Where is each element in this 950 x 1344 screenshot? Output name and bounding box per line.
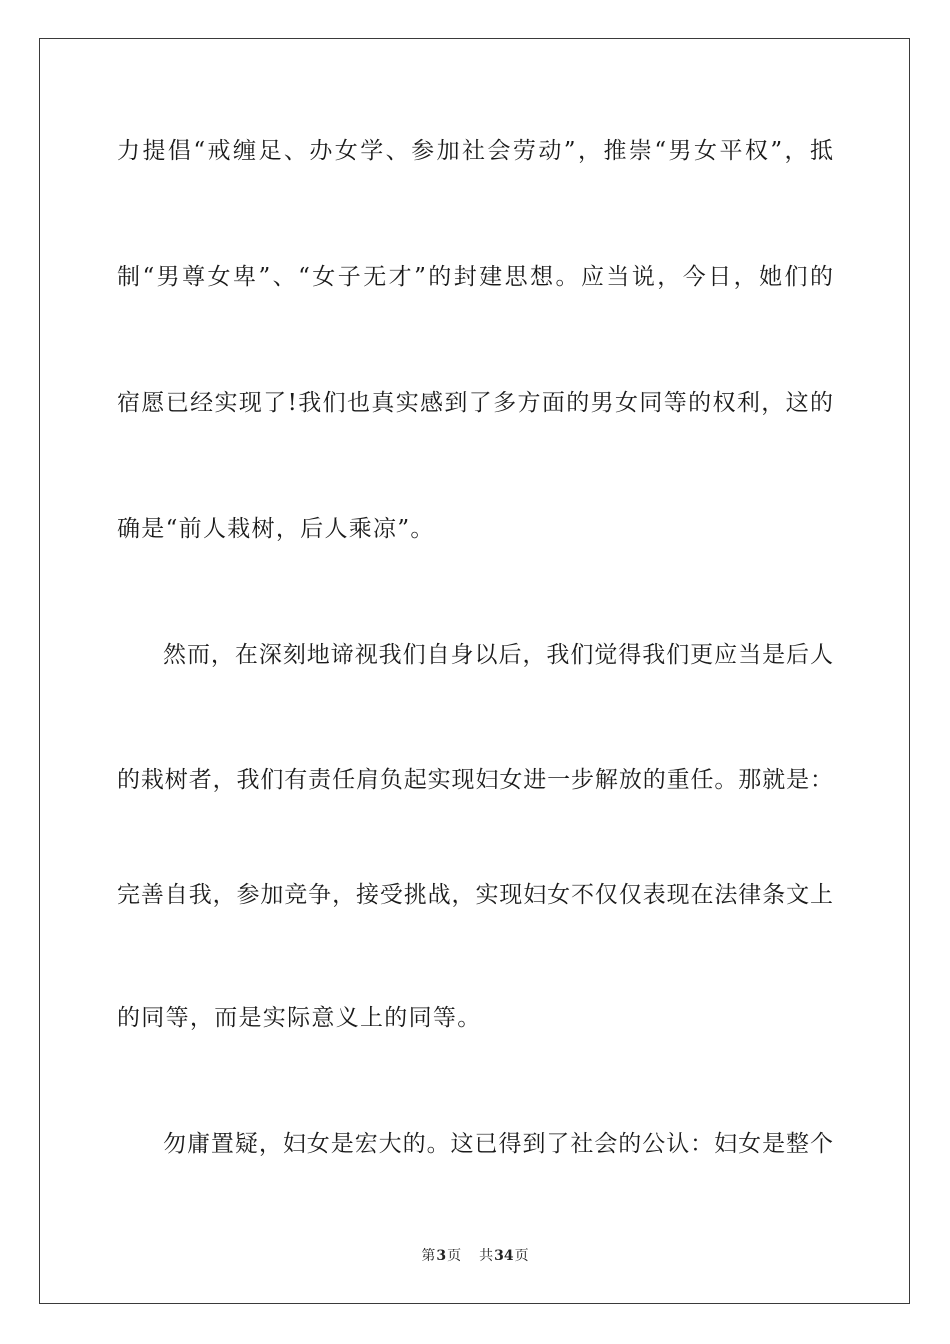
total-prefix: 共 [479, 1248, 494, 1264]
page-number: 3 [436, 1248, 447, 1264]
page-suffix: 页 [447, 1248, 462, 1264]
text-line-1: 力提倡“戒缠足、办女学、参加社会劳动”，推崇“男女平权”，抵 [117, 138, 833, 164]
total-suffix: 页 [514, 1248, 529, 1264]
total-pages: 34 [494, 1248, 514, 1264]
text-line-4: 确是“前人栽树，后人乘凉”。 [117, 516, 435, 542]
page-prefix: 第 [421, 1248, 436, 1264]
page-footer [0, 1247, 950, 1265]
text-line-6: 的栽树者，我们有责任肩负起实现妇女进一步解放的重任。那就是： [117, 767, 833, 793]
text-line-7: 完善自我，参加竞争，接受挑战，实现妇女不仅仅表现在法律条文上 [117, 882, 833, 908]
text-line-2: 制“男尊女卑”、“女子无才”的封建思想。应当说，今日，她们的 [117, 264, 833, 290]
text-line-3: 宿愿已经实现了!我们也真实感到了多方面的男女同等的权利，这的 [117, 390, 833, 416]
text-line-9: 勿庸置疑，妇女是宏大的。这已得到了社会的公认：妇女是整个 [163, 1131, 833, 1157]
page-border [39, 38, 910, 1304]
text-line-5: 然而，在深刻地谛视我们自身以后，我们觉得我们更应当是后人 [163, 642, 833, 668]
text-line-8: 的同等，而是实际意义上的同等。 [117, 1005, 482, 1031]
